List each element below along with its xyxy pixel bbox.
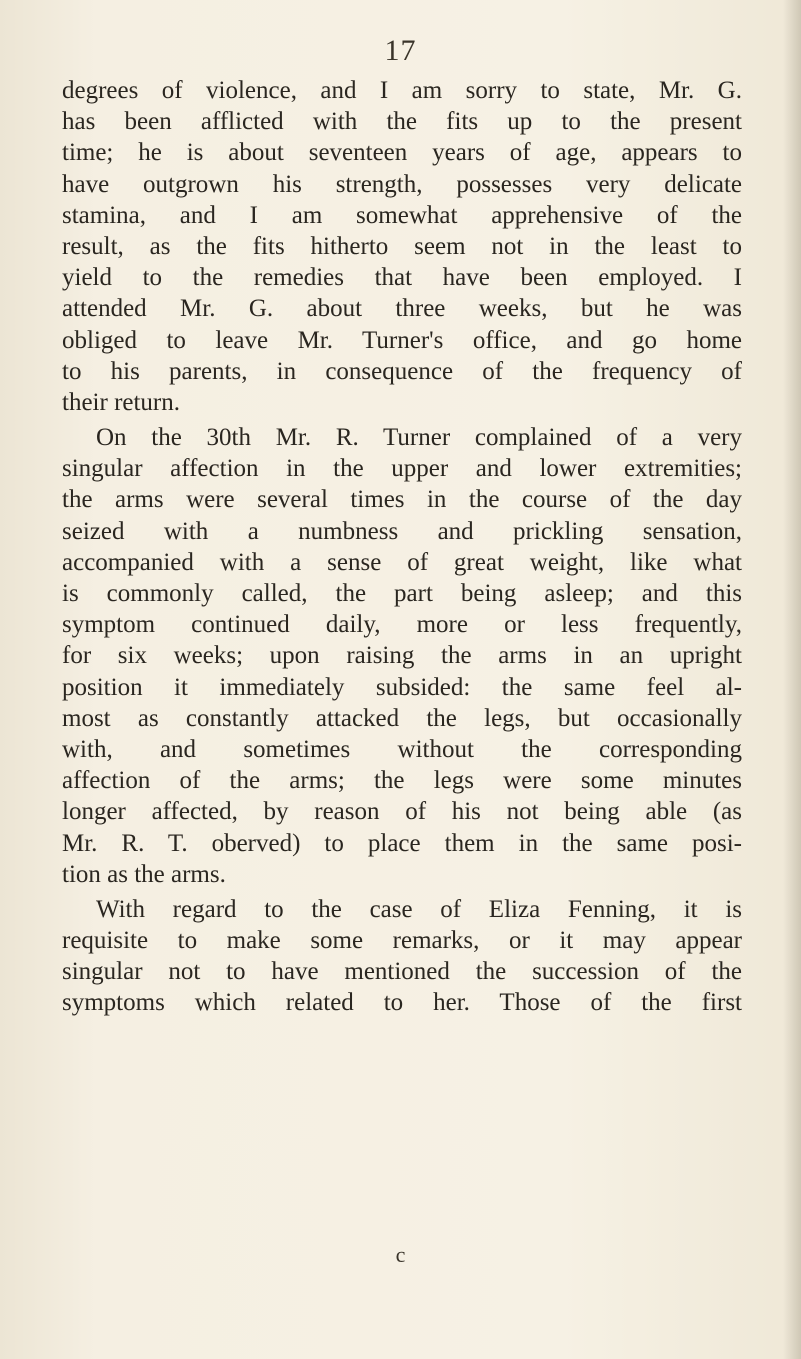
paragraph-1: [62, 75, 742, 418]
text-line: singular not to have mentioned the succession of the: [62, 958, 742, 986]
text-line: stamina, and I am somewhat apprehensive of the: [62, 201, 742, 229]
text-line: symptoms which related to her. Those of the first: [62, 989, 742, 1017]
text-line: have outgrown his strength, possesses very delicate: [62, 170, 742, 198]
text-line: attended Mr. G. about three weeks, but he was: [62, 295, 742, 323]
text-line: affection of the arms; the legs were some minutes: [62, 767, 742, 795]
text-line: Mr. R. T. oberved) to place them in the same posi-: [62, 829, 742, 857]
text-line: position it immediately subsided: the same feel al-: [62, 673, 742, 701]
text-line: has been afflicted with the fits up to the present: [62, 108, 742, 136]
text-line: with, and sometimes without the corresponding: [62, 735, 742, 763]
text-line: time; he is about seventeen years of age, appears to: [62, 139, 742, 167]
text-line: for six weeks; upon raising the arms in an upright: [62, 642, 742, 670]
text-line: symptom continued daily, more or less frequently,: [62, 611, 742, 639]
text-line: the arms were several times in the course of the day: [62, 486, 742, 514]
text-line: degrees of violence, and I am sorry to state, Mr. G.: [62, 77, 742, 104]
paragraph-2: [62, 422, 742, 890]
text-line: On the 30th Mr. R. Turner complained of a very: [96, 424, 742, 452]
text-line: obliged to leave Mr. Turner's office, and go home: [62, 326, 742, 354]
text-line: tion as the arms.: [62, 860, 226, 888]
page-number: 17: [384, 34, 417, 67]
page-edge-shadow: [783, 0, 801, 1359]
text-line: most as constantly attacked the legs, but occasionally: [62, 704, 742, 732]
text-line: seized with a numbness and prickling sensation,: [62, 517, 742, 545]
text-line: singular affection in the upper and lower extremities;: [62, 455, 742, 483]
text-line: to his parents, in consequence of the frequency of: [62, 357, 742, 385]
body-text: [62, 75, 742, 1019]
text-line: yield to the remedies that have been employed. I: [62, 264, 742, 292]
text-line: accompanied with a sense of great weight, like what: [62, 548, 742, 576]
text-line: result, as the fits hitherto seem not in the least to: [62, 232, 742, 260]
text-line: With regard to the case of Eliza Fenning, it is: [96, 895, 742, 923]
text-line: requisite to make some remarks, or it may appear: [62, 927, 742, 955]
text-line: their return.: [62, 388, 181, 416]
paragraph-3: [62, 894, 742, 1019]
text-line: longer affected, by reason of his not being able (as: [62, 798, 742, 826]
signature-mark: c: [395, 1242, 406, 1267]
text-line: is commonly called, the part being asleep; and this: [62, 580, 742, 607]
